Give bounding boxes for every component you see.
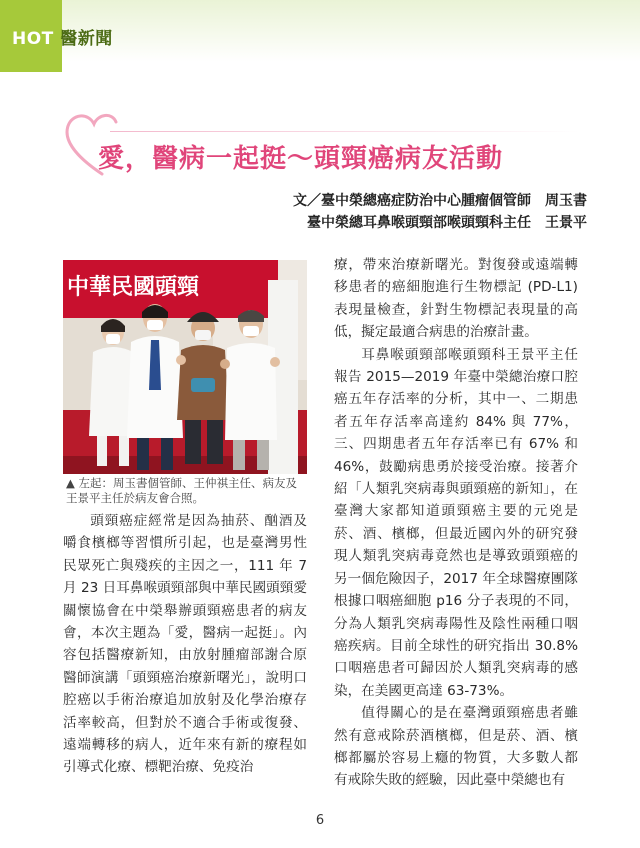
photo-caption: ▲ 左起：周玉書個管師、王仲祺主任、病友及王景平主任於病友會合照。 [66, 476, 297, 505]
banner-text: 中華民國頭頸 [67, 275, 200, 300]
page-header [0, 0, 640, 62]
article-paragraph: 值得關心的是在臺灣頭頸癌患者雖然有意戒除菸酒檳榔，但是菸、酒、檳榔都屬於容易上癮的物質，大多數人都有戒除失敗的經驗，因此臺中榮總也有 [334, 705, 578, 789]
section-hot-label: HOT [12, 29, 54, 49]
article-paragraph: 頭頸癌症經常是因為抽菸、酗酒及嚼食檳榔等習慣所引起，也是臺灣男性民眾死亡與殘疾的主因之一，111 年 7 月 23 日耳鼻喉頭頸部與中華民國頭頸愛關懷協會在中榮舉辦頭頸癌患者的病友會，本次主題為「愛，醫病一起挺」。內容包括醫療新知，由放射腫瘤部謝合原醫師演講「頭頸癌治療新曙光」，說明口腔癌以手術治療追加放射及化學治療存活率較高，但對於不適合手術或復發、遠端轉移的病人，近年來有新的療程如引導式化療、標靶治療、免疫治 [63, 513, 307, 776]
section-name-label: 醫新聞 [60, 29, 113, 49]
section-label [12, 24, 113, 49]
group-photo [63, 260, 307, 474]
article-paragraph: 耳鼻喉頭頸部喉頭頸科王景平主任報告 2015—2019 年臺中榮總治療口腔癌五年存活率的分析，其中一、二期患者五年存活率高達約 84% 與 77%，三、四期患者五年存活率已有 67% 和 46%，鼓勵病患勇於接受治療。接著介紹「人類乳突病毒與頭頸癌的新知」，在臺灣大家都知道頭頸癌主要的元兇是菸、酒、檳榔，但最近國內外的研究發現人類乳突病毒竟然也是導致頭頸癌的另一個危險因子，2017 年全球醫療團隊根據口咽癌細胞 p16 分子表現的不同，分為人類乳突病毒陽性及陰性兩種口咽癌疾病。目前全球性的研究指出 30.8% 口咽癌患者可歸因於人類乳突病毒的感染，在美國更高達 63-73%。 [334, 346, 578, 699]
article-column-right [334, 254, 578, 792]
title-decoration-line [110, 131, 580, 132]
group-photo-illustration [63, 260, 307, 474]
byline-author: 文／臺中榮總癌症防治中心腫瘤個管師 周玉書 [293, 193, 587, 209]
page-number: 6 [315, 813, 325, 828]
article-column-left [63, 510, 307, 779]
article-title: 愛，醫病一起挺～頭頸癌病友活動 [98, 144, 504, 174]
byline-coauthor: 臺中榮總耳鼻喉頭頸部喉頭頸科主任 王景平 [307, 215, 587, 231]
article-paragraph: 療，帶來治療新曙光。對復發或遠端轉移患者的癌細胞進行生物標記 (PD-L1) 表現量檢查，針對生物標記表現量的高低，擬定最適合病患的治療計畫。 [334, 257, 578, 341]
